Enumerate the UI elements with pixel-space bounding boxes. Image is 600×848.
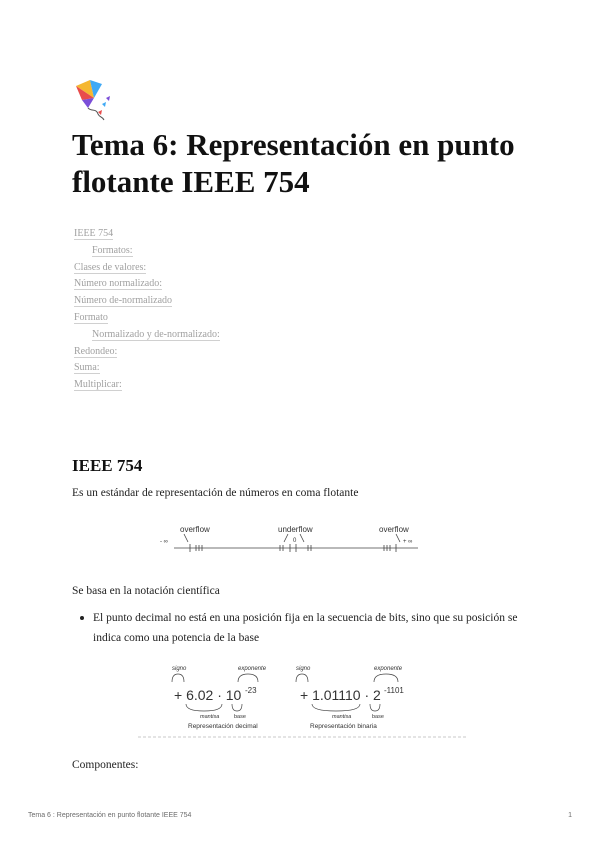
- toc-item-norm-denorm[interactable]: Normalizado y de-normalizado:: [92, 328, 220, 340]
- kite-icon: [72, 78, 116, 122]
- bullet-list: [78, 608, 538, 648]
- dec-expression: + 6.02 · 10: [174, 687, 242, 703]
- dec-caption: Representación decimal: [188, 723, 258, 730]
- toc-item-denormalizado[interactable]: Número de-normalizado: [74, 295, 173, 307]
- section-heading: IEEE 754: [72, 456, 143, 475]
- bin-expression: + 1.01110 · 2: [300, 687, 381, 703]
- intro-paragraph: Es un estándar de representación de números en coma flotante: [72, 487, 359, 499]
- basis-paragraph: Se basa en la notación científica: [72, 585, 220, 597]
- toc-item-formato[interactable]: Formato: [74, 311, 108, 323]
- toc-item-redondeo[interactable]: Redondeo:: [74, 345, 118, 357]
- bin-base-label: base: [372, 714, 384, 720]
- page-title: Tema 6: Representación en punto flotante IEEE 754: [72, 127, 515, 199]
- bin-sign-label: signo: [296, 666, 311, 672]
- footer-title: Tema 6 : Representación en punto flotante IEEE 754: [28, 812, 192, 819]
- dec-sign-label: signo: [172, 666, 187, 672]
- toc-item-suma[interactable]: Suma:: [74, 362, 100, 374]
- pos-infinity-label: + ∞: [403, 539, 413, 545]
- toc-item-multiplicar[interactable]: Multiplicar:: [74, 379, 122, 391]
- list-item: El punto decimal no está en una posición fija en la secuencia de bits, sino que su posición se indica como una potencia de la base: [78, 608, 538, 648]
- bin-mantissa-label: mantisa: [332, 714, 352, 720]
- dec-exponent-label: exponente: [238, 666, 267, 672]
- toc-item-clases[interactable]: Clases de valores:: [74, 261, 147, 273]
- dec-base-label: base: [234, 714, 246, 720]
- page-footer: [28, 812, 572, 819]
- zero-label: 0: [293, 538, 297, 544]
- bin-exponent-label: exponente: [374, 666, 403, 672]
- bin-exponent-value: -1101: [384, 686, 404, 695]
- dec-mantissa-label: mantisa: [200, 714, 220, 720]
- neg-infinity-label: - ∞: [160, 539, 168, 545]
- page-number: 1: [568, 812, 572, 819]
- number-line-figure: [160, 520, 440, 560]
- bin-caption: Representación binaria: [310, 723, 377, 730]
- toc-item-formatos[interactable]: Formatos:: [92, 244, 133, 256]
- underflow-label: underflow: [278, 525, 313, 534]
- toc-item-ieee754[interactable]: IEEE 754: [74, 228, 114, 239]
- dec-exponent-value: -23: [245, 686, 257, 695]
- overflow-right-label: overflow: [379, 525, 409, 534]
- scientific-notation-figure: [138, 660, 468, 738]
- overflow-left-label: overflow: [180, 525, 210, 534]
- components-paragraph: Componentes:: [72, 759, 139, 771]
- toc-item-normalizado[interactable]: Número normalizado:: [74, 278, 163, 290]
- table-of-contents: [74, 226, 374, 394]
